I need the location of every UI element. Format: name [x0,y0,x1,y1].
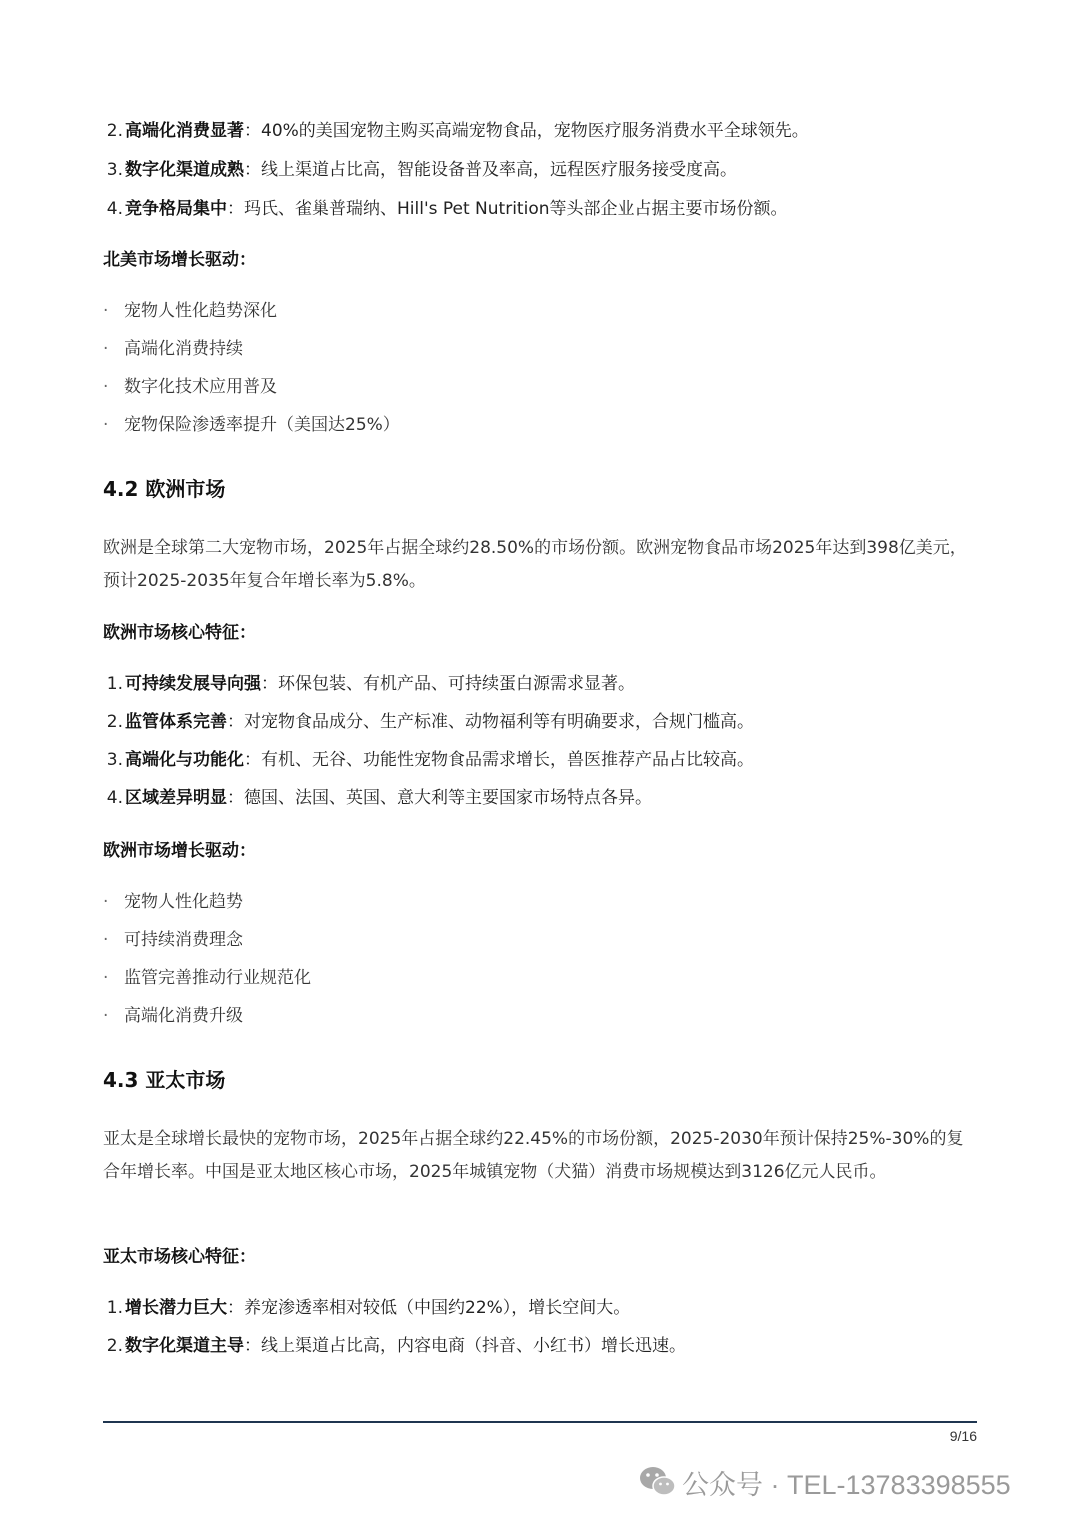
feature-title: 监管体系完善 [125,712,227,732]
apac-feature-1 [103,1296,630,1320]
na-driver-item [103,375,277,399]
driver-text: 高端化消费持续 [124,339,243,359]
feature-title: 增长潜力巨大 [125,1298,227,1318]
na-drivers-heading: 北美市场增长驱动： [103,250,256,270]
feature-title: 数字化渠道成熟 [125,160,244,180]
na-driver-item [103,337,243,361]
apac-intro: 亚太是全球增长最快的宠物市场，2025年占据全球约22.45%的市场份额，2025-2030年预计保持25%-30%的复合年增长率。中国是亚太地区核心市场，2025年城镇宠物（犬猫）消费市场规模达到3126亿元人民币。 [103,1129,964,1182]
feature-title: 可持续发展导向强 [125,674,261,694]
feature-text: ：线上渠道占比高，智能设备普及率高，远程医疗服务接受度高。 [244,160,737,180]
page-number: 9/16 [949,1428,977,1444]
feature-text: ：对宠物食品成分、生产标准、动物福利等有明确要求，合规门槛高。 [227,712,754,732]
bullet-dot: · [103,339,109,359]
europe-intro: 欧洲是全球第二大宠物市场，2025年占据全球约28.50%的市场份额。欧洲宠物食品市场2025年达到398亿美元，预计2025-2035年复合年增长率为5.8%。 [103,538,967,591]
europe-feature-2 [103,710,754,734]
feature-title: 区域差异明显 [125,788,227,808]
bullet-dot: · [103,377,109,397]
driver-text: 可持续消费理念 [124,930,243,950]
list-number: 3. [106,160,123,180]
driver-text: 宠物保险渗透率提升（美国达25%） [124,415,400,435]
bullet-dot: · [103,968,109,988]
europe-driver-item [103,1004,243,1028]
list-number: 2. [106,1336,123,1356]
section-title-apac: 4.3 亚太市场 [103,1068,226,1092]
europe-driver-item [103,890,243,914]
list-number: 3. [106,750,123,770]
europe-feature-3 [103,748,754,772]
feature-text: ：有机、无谷、功能性宠物食品需求增长，兽医推荐产品占比较高。 [244,750,754,770]
list-number: 2. [106,712,123,732]
driver-text: 高端化消费升级 [124,1006,243,1026]
europe-feature-4 [103,786,652,810]
feature-text: ：40%的美国宠物主购买高端宠物食品，宠物医疗服务消费水平全球领先。 [244,121,809,141]
section-title-europe: 4.2 欧洲市场 [103,477,226,501]
europe-drivers-heading: 欧洲市场增长驱动： [103,841,256,861]
watermark [638,1462,1011,1502]
europe-features-heading: 欧洲市场核心特征： [103,623,256,643]
europe-driver-item [103,966,311,990]
europe-driver-item [103,928,243,952]
bullet-dot: · [103,930,109,950]
feature-text: ：养宠渗透率相对较低（中国约22%），增长空间大。 [227,1298,631,1318]
list-number: 4. [106,199,123,219]
feature-title: 竞争格局集中 [125,199,227,219]
footer-divider [103,1421,977,1423]
feature-title: 数字化渠道主导 [125,1336,244,1356]
feature-text: ：环保包装、有机产品、可持续蛋白源需求显著。 [261,674,635,694]
feature-text: ：玛氏、雀巢普瑞纳、Hill's Pet Nutrition等头部企业占据主要市场份额。 [227,199,788,219]
feature-title: 高端化与功能化 [125,750,244,770]
driver-text: 宠物人性化趋势 [124,892,243,912]
apac-features-heading: 亚太市场核心特征： [103,1247,256,1267]
na-driver-item [103,413,400,437]
na-feature-2 [103,119,809,143]
na-feature-4 [103,197,788,221]
apac-feature-2 [103,1334,686,1358]
list-number: 1. [106,1298,123,1318]
europe-feature-1 [103,672,635,696]
driver-text: 监管完善推动行业规范化 [124,968,311,988]
bullet-dot: · [103,301,109,321]
list-number: 2. [106,121,123,141]
feature-title: 高端化消费显著 [125,121,244,141]
feature-text: ：德国、法国、英国、意大利等主要国家市场特点各异。 [227,788,652,808]
bullet-dot: · [103,415,109,435]
feature-text: ：线上渠道占比高，内容电商（抖音、小红书）增长迅速。 [244,1336,686,1356]
driver-text: 宠物人性化趋势深化 [124,301,277,321]
bullet-dot: · [103,892,109,912]
wechat-icon [638,1464,678,1500]
na-driver-item [103,299,277,323]
list-number: 4. [106,788,123,808]
watermark-text: 公众号 · TEL-13783398555 [682,1469,1011,1500]
na-feature-3 [103,158,737,182]
driver-text: 数字化技术应用普及 [124,377,277,397]
bullet-dot: · [103,1006,109,1026]
list-number: 1. [106,674,123,694]
